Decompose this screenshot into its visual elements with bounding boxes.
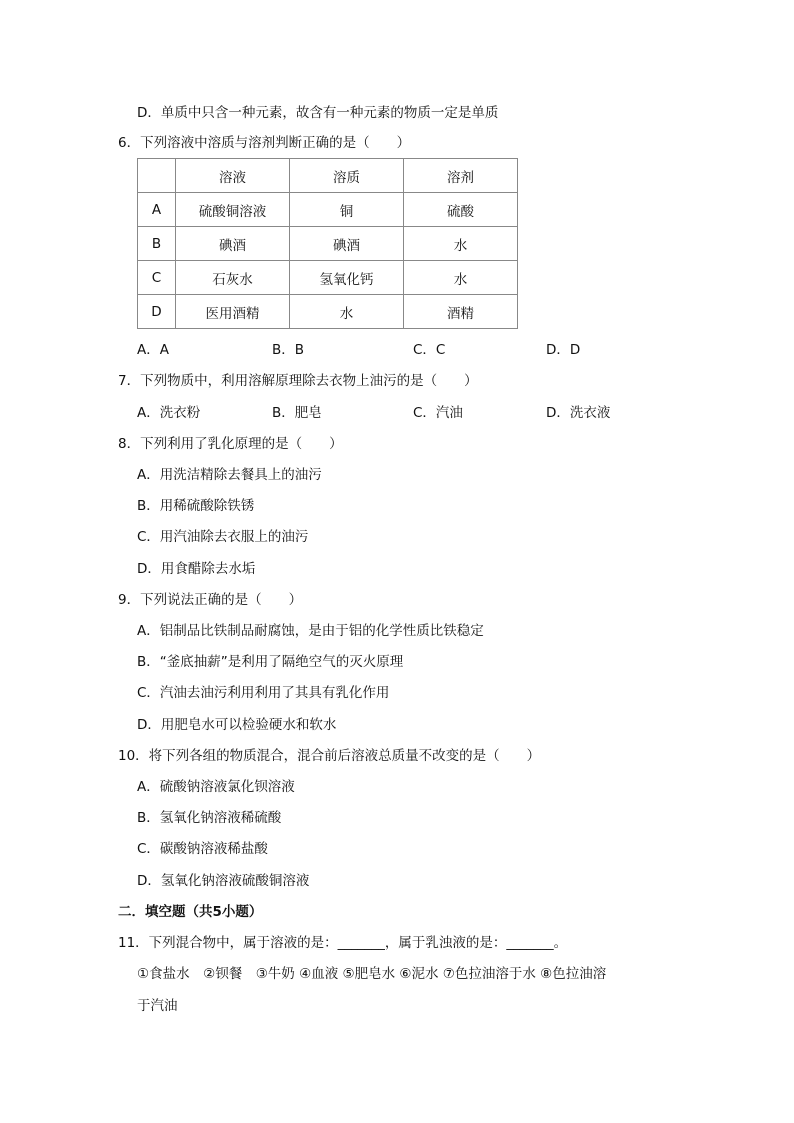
q6-option-d: D．D <box>546 342 581 358</box>
q8-option-a: A．用洗洁精除去餐具上的油污 <box>137 467 322 483</box>
table-cell: 碘酒 <box>176 227 290 261</box>
table-row <box>138 261 518 295</box>
q7-options <box>0 403 794 423</box>
table-row <box>138 193 518 227</box>
q6-option-b: B．B <box>272 342 305 358</box>
q9-option-d: D．用肥皂水可以检验硬水和软水 <box>137 717 337 733</box>
q8-stem: 8．下列利用了乳化原理的是（ ） <box>118 436 343 452</box>
q7-option-d: D．洗衣液 <box>546 405 611 421</box>
table-cell: D <box>138 295 176 329</box>
q7-stem: 7．下列物质中，利用溶解原理除去衣物上油污的是（ ） <box>118 373 478 389</box>
q10-option-b: B．氢氧化钠溶液稀硫酸 <box>137 810 282 826</box>
q10-option-c: C．碳酸钠溶液稀盐酸 <box>137 841 268 857</box>
table-header-cell: 溶液 <box>176 159 290 193</box>
table-header-cell: 溶剂 <box>404 159 518 193</box>
q9-option-c: C．汽油去油污利用利用了其具有乳化作用 <box>137 685 390 701</box>
section-title: 二．填空题（共5小题） <box>118 904 263 920</box>
q7-option-b: B．肥皂 <box>272 405 322 421</box>
q7-option-c: C．汽油 <box>413 405 463 421</box>
table-cell: 氢氧化钙 <box>290 261 404 295</box>
table-cell: 硫酸 <box>404 193 518 227</box>
q11-items-line2: 于汽油 <box>137 998 178 1014</box>
q8-option-c: C．用汽油除去衣服上的油污 <box>137 529 309 545</box>
table-header-cell: 溶质 <box>290 159 404 193</box>
table-cell: B <box>138 227 176 261</box>
table-header-cell <box>138 159 176 193</box>
q11-stem: 11．下列混合物中，属于溶液的是：_______，属于乳浊液的是：_______。 <box>118 935 568 951</box>
q11-items-line1: ①食盐水 ②钡餐 ③牛奶 ④血液 ⑤肥皂水 ⑥泥水 ⑦色拉油溶于水 ⑧色拉油溶 <box>137 966 607 982</box>
table-cell: 水 <box>290 295 404 329</box>
table-cell: A <box>138 193 176 227</box>
table-cell: 水 <box>404 227 518 261</box>
q6-options <box>0 340 794 360</box>
table-cell: 石灰水 <box>176 261 290 295</box>
q10-stem: 10．将下列各组的物质混合，混合前后溶液总质量不改变的是（ ） <box>118 748 541 764</box>
q7-option-a: A．洗衣粉 <box>137 405 201 421</box>
table-cell: 水 <box>404 261 518 295</box>
q10-option-a: A．硫酸钠溶液氯化钡溶液 <box>137 779 295 795</box>
table-row <box>138 295 518 329</box>
q6-table <box>137 158 518 329</box>
q8-option-b: B．用稀硫酸除铁锈 <box>137 498 255 514</box>
q6-option-c: C．C <box>413 342 446 358</box>
q6-stem: 6．下列溶液中溶质与溶剂判断正确的是（ ） <box>118 135 411 151</box>
table-cell: 碘酒 <box>290 227 404 261</box>
q9-option-a: A．铝制品比铁制品耐腐蚀，是由于铝的化学性质比铁稳定 <box>137 623 484 639</box>
table-cell: 酒精 <box>404 295 518 329</box>
q8-option-d: D．用食醋除去水垢 <box>137 561 256 577</box>
table-cell: C <box>138 261 176 295</box>
q9-option-b: B．“釜底抽薪”是利用了隔绝空气的灭火原理 <box>137 654 404 670</box>
table-cell: 医用酒精 <box>176 295 290 329</box>
table-row <box>138 227 518 261</box>
q9-stem: 9．下列说法正确的是（ ） <box>118 592 303 608</box>
table-cell: 硫酸铜溶液 <box>176 193 290 227</box>
table-header-row <box>138 159 518 193</box>
q6-option-a: A．A <box>137 342 169 358</box>
table-cell: 铜 <box>290 193 404 227</box>
q10-option-d: D．氢氧化钠溶液硫酸铜溶液 <box>137 873 310 889</box>
q5-option-d: D．单质中只含一种元素，故含有一种元素的物质一定是单质 <box>137 105 499 121</box>
